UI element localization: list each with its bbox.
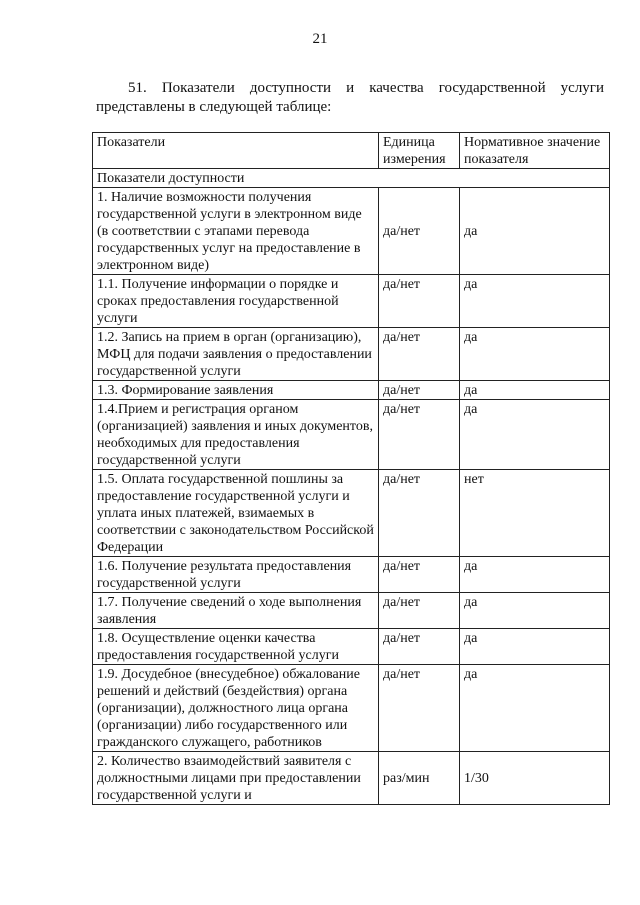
row-unit: да/нет	[379, 188, 460, 275]
row-indicator: 1.3. Формирование заявления	[93, 381, 379, 400]
row-unit: да/нет	[379, 470, 460, 557]
row-indicator: 1.2. Запись на прием в орган (организацию), МФЦ для подачи заявления о предоставлении государственной услуги	[93, 328, 379, 381]
header-indicator: Показатели	[93, 133, 379, 169]
row-unit: да/нет	[379, 328, 460, 381]
row-indicator: 1.6. Получение результата предоставления государственной услуги	[93, 557, 379, 593]
row-value: да	[460, 328, 610, 381]
row-unit: раз/мин	[379, 752, 460, 805]
table-row	[93, 381, 610, 400]
row-indicator: 1.1. Получение информации о порядке и сроках предоставления государственной услуги	[93, 275, 379, 328]
page-number: 21	[312, 31, 328, 47]
table-row	[93, 665, 610, 752]
table-row	[93, 400, 610, 470]
section-row-availability	[93, 169, 610, 188]
table-row	[93, 275, 610, 328]
section-title-availability: Показатели доступности	[93, 169, 610, 188]
intro-line-2: представлены в следующей таблице:	[96, 99, 332, 115]
row-indicator: 1.9. Досудебное (внесудебное) обжалование решений и действий (бездействия) органа (организации), должностного лица органа (организации) либо государственного или гражданского служащего, работников	[93, 665, 379, 752]
row-unit: да/нет	[379, 275, 460, 328]
row-value: 1/30	[460, 752, 610, 805]
table-row	[93, 752, 610, 805]
intro-line-1: 51. Показатели доступности и качества государственной услуги	[128, 80, 604, 96]
row-indicator: 1.7. Получение сведений о ходе выполнения заявления	[93, 593, 379, 629]
row-indicator: 1.4.Прием и регистрация органом (организацией) заявления и иных документов, необходимых для предоставления государственной услуги	[93, 400, 379, 470]
table-row	[93, 470, 610, 557]
row-unit: да/нет	[379, 381, 460, 400]
row-value: да	[460, 188, 610, 275]
row-unit: да/нет	[379, 665, 460, 752]
row-value: да	[460, 629, 610, 665]
table-row	[93, 629, 610, 665]
row-unit: да/нет	[379, 593, 460, 629]
row-indicator: 2. Количество взаимодействий заявителя с должностными лицами при предоставлении государственной услуги и	[93, 752, 379, 805]
table-row	[93, 593, 610, 629]
table-row	[93, 557, 610, 593]
row-indicator: 1.8. Осуществление оценки качества предоставления государственной услуги	[93, 629, 379, 665]
row-value: да	[460, 275, 610, 328]
row-value: да	[460, 381, 610, 400]
row-value: да	[460, 593, 610, 629]
row-unit: да/нет	[379, 557, 460, 593]
row-indicator: 1. Наличие возможности получения государственной услуги в электронном виде (в соответствии с этапами перевода государственных услуг на предоставление в электронном виде)	[93, 188, 379, 275]
row-value: да	[460, 557, 610, 593]
intro-paragraph	[96, 79, 604, 117]
row-unit: да/нет	[379, 629, 460, 665]
indicators-table	[92, 132, 610, 805]
row-value: нет	[460, 470, 610, 557]
table-row	[93, 328, 610, 381]
table-row	[93, 188, 610, 275]
row-unit: да/нет	[379, 400, 460, 470]
header-normative: Нормативное значение показателя	[460, 133, 610, 169]
row-value: да	[460, 665, 610, 752]
header-unit: Единица измерения	[379, 133, 460, 169]
table-header-row	[93, 133, 610, 169]
row-indicator: 1.5. Оплата государственной пошлины за предоставление государственной услуги и уплата иных платежей, взимаемых в соответствии с законодательством Российской Федерации	[93, 470, 379, 557]
row-value: да	[460, 400, 610, 470]
